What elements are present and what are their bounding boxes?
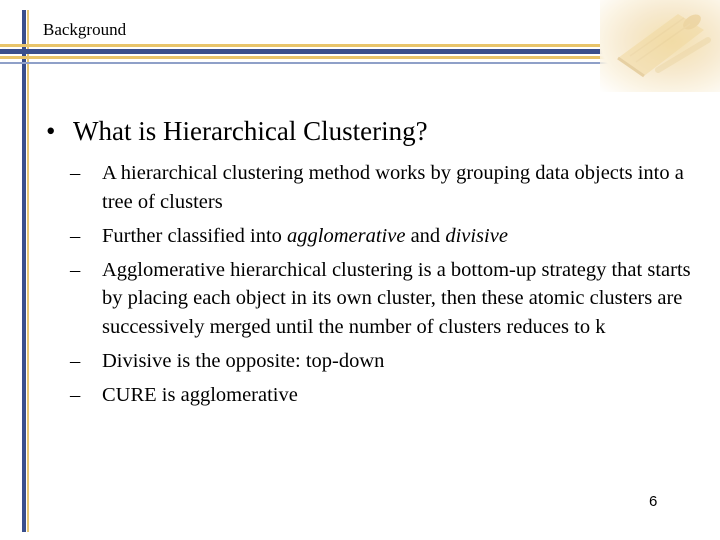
sub-bullet-list: [46, 159, 691, 409]
page-number: 6: [649, 493, 658, 510]
left-accent-bar: [22, 10, 26, 532]
sub-bullet-text: CURE is agglomerative: [102, 383, 298, 406]
main-bullet: [46, 115, 686, 147]
header-title: Background: [43, 20, 127, 39]
dash-marker: –: [70, 258, 81, 281]
term-agglomerative: agglomerative: [287, 224, 406, 247]
sub-bullet-text: and: [405, 224, 446, 247]
left-accent-bar-gold: [27, 10, 29, 532]
sub-bullet-text: A hierarchical clustering method works by grouping data objects into a tree of clusters: [102, 162, 684, 213]
bullet-dot: •: [46, 116, 56, 146]
sub-bullet-text: Divisive is the opposite: top-down: [102, 349, 385, 372]
sub-bullet-text: Agglomerative hierarchical clustering is a bottom-up strategy that starts by placing each object in its own cluster, then these atomic clusters are successively merged until the number of clusters reduces to k: [102, 258, 691, 338]
sub-bullet: [46, 347, 692, 376]
dash-marker: –: [70, 162, 81, 184]
dash-marker: –: [70, 383, 81, 406]
heading-text: What is Hierarchical Clustering?: [73, 116, 428, 146]
sub-bullet-text: Further classified into: [102, 224, 288, 247]
dash-marker: –: [70, 349, 81, 372]
sub-bullet: [46, 222, 692, 251]
scroll-decoration-icon: [600, 0, 720, 92]
sub-bullet: [46, 381, 692, 410]
slide-content: [46, 115, 691, 415]
sub-bullet: [46, 159, 692, 216]
sub-bullet: [46, 256, 692, 342]
term-divisive: divisive: [445, 224, 508, 247]
dash-marker: –: [70, 224, 81, 247]
